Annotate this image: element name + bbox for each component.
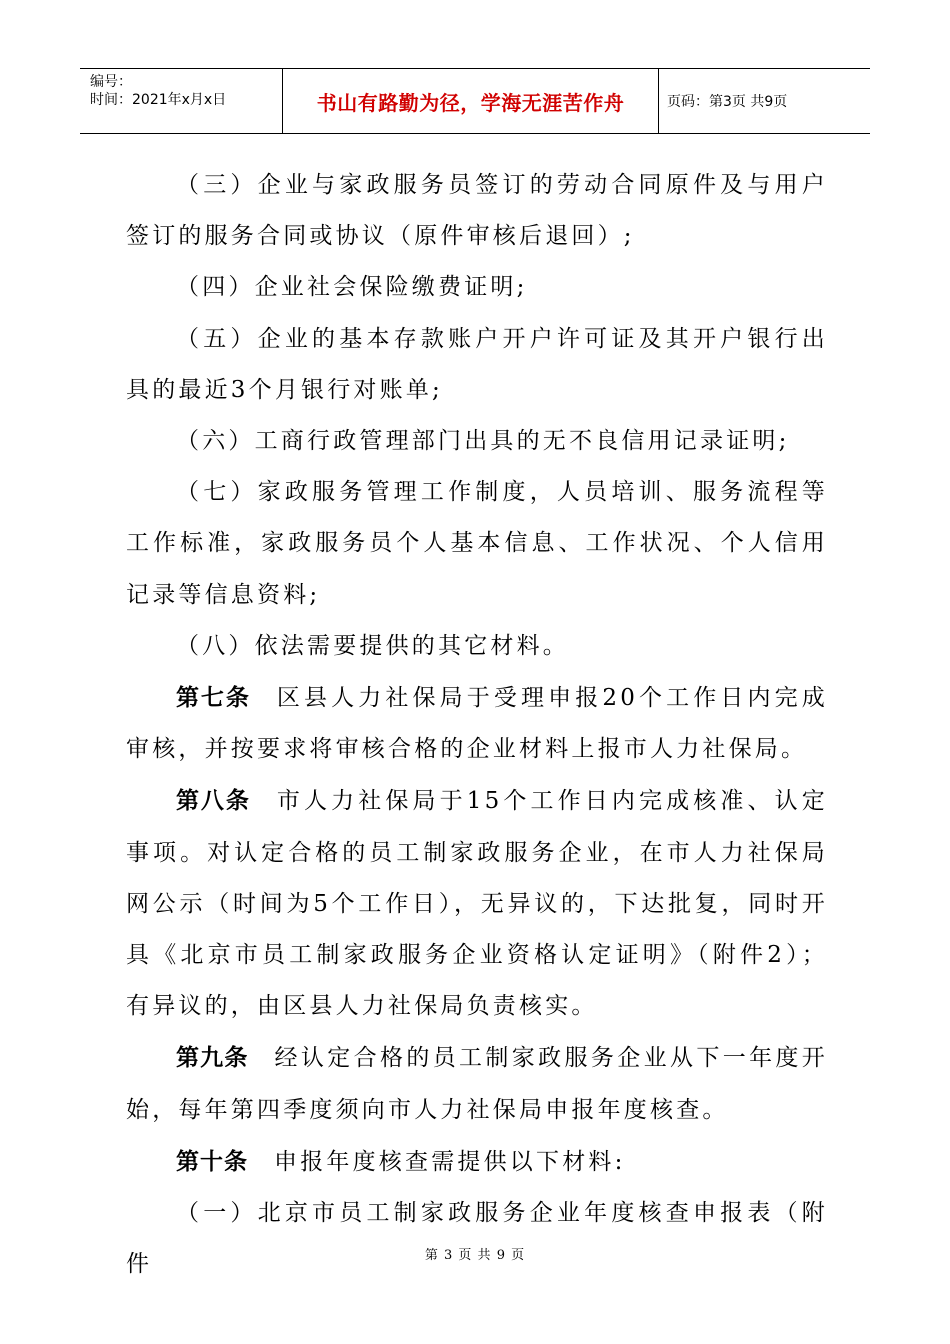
article-8 — [126, 775, 828, 1032]
paragraph-text: （四）企业社会保险缴费证明; — [176, 274, 528, 301]
document-date: 时间：2021年x月x日 — [90, 92, 227, 108]
paragraph-text: （六）工商行政管理部门出具的无不良信用记录证明; — [176, 428, 790, 455]
paragraph-7 — [126, 467, 828, 621]
paragraph-5 — [126, 314, 828, 416]
paragraph-3 — [126, 160, 828, 262]
header-meta — [80, 69, 283, 133]
article-heading: 第九条 — [176, 1044, 249, 1072]
article-heading: 第七条 — [176, 684, 251, 712]
paragraph-8 — [126, 621, 828, 672]
article-10 — [126, 1136, 828, 1188]
paragraph-text: （七）家政服务管理工作制度，人员培训、服务流程等工作标准，家政服务员个人基本信息、工作状况、个人信用记录等信息资料; — [126, 479, 828, 608]
paragraph-text: （一）北京市员工制家政服务企业年度核查申报表（附件 — [126, 1200, 828, 1278]
header-motto: 书山有路勤为径，学海无涯苦作舟 — [283, 69, 659, 133]
article-text: 申报年度核查需提供以下材料: — [274, 1148, 626, 1175]
article-heading: 第十条 — [176, 1147, 248, 1175]
document-number-label: 编号： — [90, 74, 132, 90]
paragraph-4 — [126, 262, 828, 313]
paragraph-text: （五）企业的基本存款账户开户许可证及其开户银行出具的最近3个月银行对账单; — [126, 325, 828, 403]
document-body — [126, 160, 828, 1290]
paragraph-text: （三）企业与家政服务员签订的劳动合同原件及与用户签订的服务合同或协议（原件审核后退回）; — [126, 172, 828, 250]
article-9 — [126, 1032, 828, 1135]
article-heading: 第八条 — [176, 787, 251, 815]
paragraph-text: （八）依法需要提供的其它材料。 — [176, 632, 569, 659]
page-header — [80, 68, 870, 134]
header-page-info: 页码：第3页 共9页 — [667, 94, 788, 110]
article-7 — [126, 672, 828, 775]
paragraph-6 — [126, 416, 828, 467]
page-footer: 第 3 页 共 9 页 — [424, 1248, 526, 1263]
paragraph-10-1 — [126, 1188, 828, 1290]
article-text: 区县人力社保局于受理申报20个工作日内完成审核，并按要求将审核合格的企业材料上报市人力社保局。 — [126, 685, 829, 763]
article-text: 经认定合格的员工制家政服务企业从下一年度开始，每年第四季度须向市人力社保局申报年度核查。 — [126, 1045, 829, 1123]
article-text: 市人力社保局于15个工作日内完成核准、认定事项。对认定合格的员工制家政服务企业，在市人力社保局网公示（时间为5个工作日），无异议的，下达批复，同时开具《北京市员工制家政服务企业资格认定证明》（附件2）；有异议的，由区县人力社保局负责核实。 — [126, 788, 829, 1020]
